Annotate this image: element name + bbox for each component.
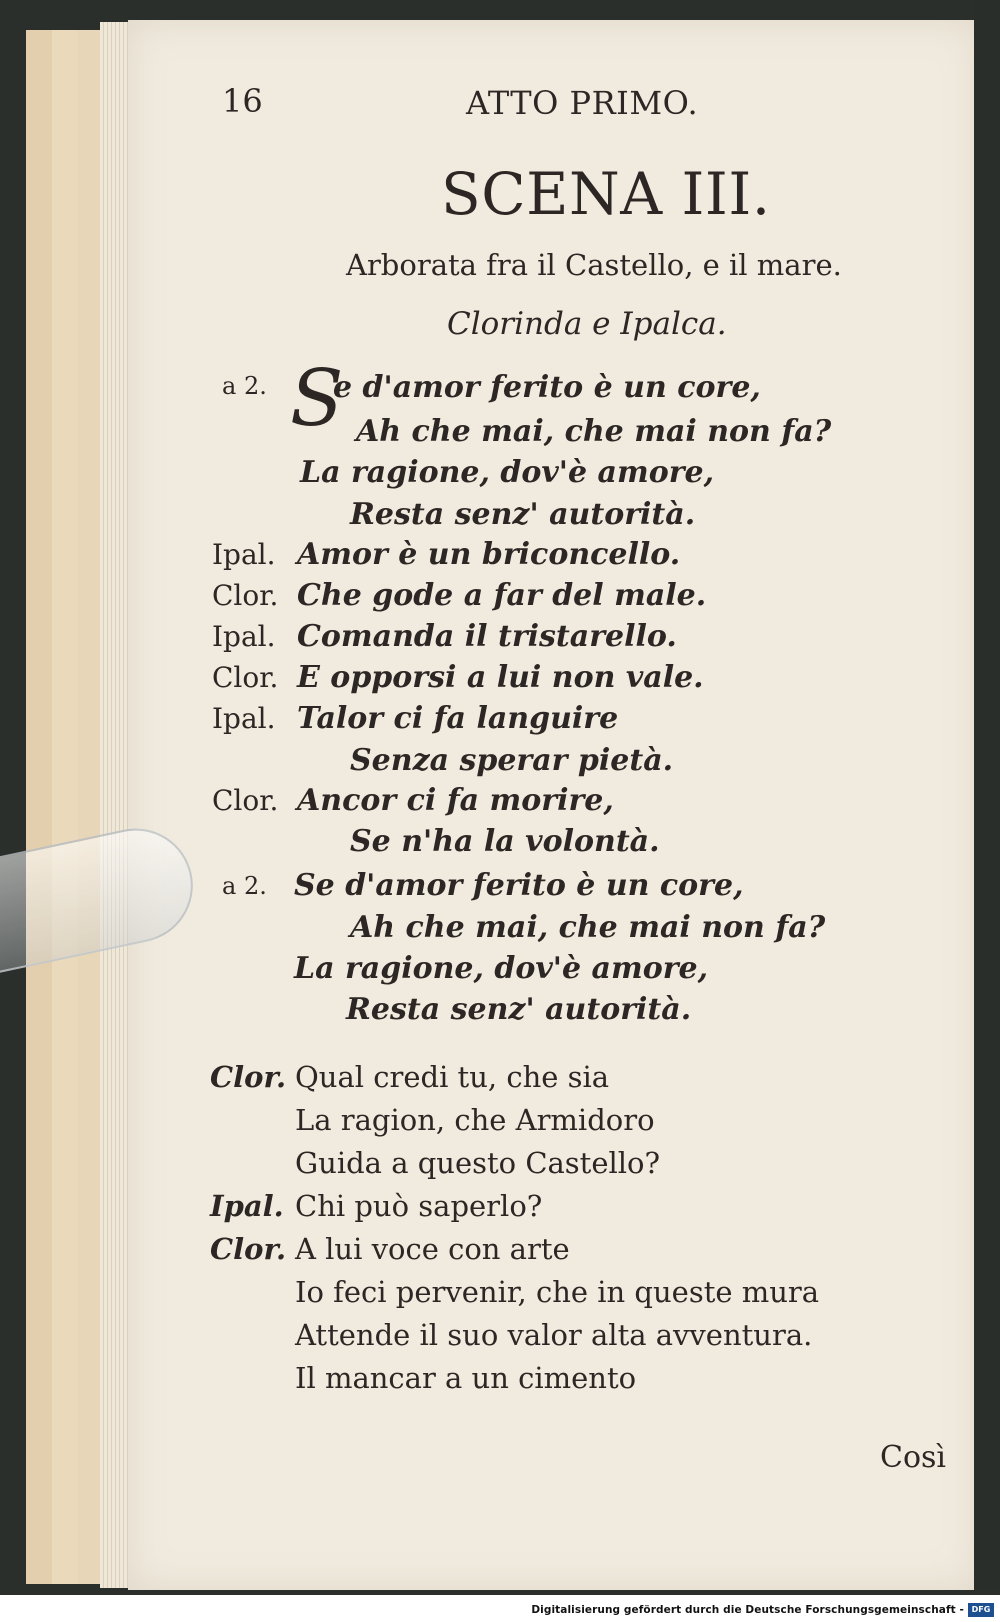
verse-line: Ah che mai, che mai non fa? <box>356 414 832 449</box>
recitative-line: Il mancar a un cimento <box>295 1361 637 1395</box>
scene-setting: Arborata fra il Castello, e il mare. <box>346 248 842 282</box>
dfg-logo: DFG <box>968 1603 994 1617</box>
speaker-label: Clor. <box>212 784 279 817</box>
verse-line: Senza sperar pietà. <box>350 743 674 778</box>
running-title: ATTO PRIMO. <box>466 84 699 122</box>
speaker-label: a 2. <box>222 372 267 400</box>
speaker-label: Clor. <box>210 1232 287 1266</box>
verse-line: Ancor ci fa morire, <box>297 783 614 818</box>
footer-credit: Digitalisierung gefördert durch die Deutsche Forschungsgemeinschaft - <box>531 1604 964 1616</box>
catchword: Così <box>880 1440 947 1475</box>
verse-line: Talor ci fa languire <box>297 701 619 736</box>
verse-line: E opporsi a lui non vale. <box>297 660 704 695</box>
speaker-label: Ipal. <box>212 702 276 735</box>
verse-line: Ah che mai, che mai non fa? <box>350 910 826 945</box>
verse-line: Che gode a far del male. <box>297 578 707 613</box>
speaker-label: Ipal. <box>210 1189 284 1223</box>
scene-characters: Clorinda e Ipalca. <box>447 306 727 342</box>
verse-line: Se n'ha la volontà. <box>350 824 660 859</box>
recitative-line: Guida a questo Castello? <box>295 1146 661 1180</box>
page-number: 16 <box>222 82 263 120</box>
recitative-line: Io feci pervenir, che in queste mura <box>295 1275 820 1309</box>
drop-cap: S <box>290 354 344 444</box>
recitative-line: A lui voce con arte <box>295 1232 570 1266</box>
recitative-line: La ragion, che Armidoro <box>295 1103 655 1137</box>
scene-title: SCENA III. <box>441 160 771 228</box>
speaker-label: Clor. <box>212 579 279 612</box>
footer-strip <box>0 1595 1000 1622</box>
verse-line: Resta senz' autorità. <box>350 497 696 532</box>
verse-line: e d'amor ferito è un core, <box>333 370 761 405</box>
recitative-line: Chi può saperlo? <box>295 1189 543 1223</box>
verse-line: Comanda il tristarello. <box>297 619 677 654</box>
speaker-label: Ipal. <box>212 538 276 571</box>
speaker-label: Clor. <box>210 1060 287 1094</box>
verse-line: Se d'amor ferito è un core, <box>294 868 744 903</box>
verse-line: Resta senz' autorità. <box>346 992 692 1027</box>
speaker-label: Clor. <box>212 661 279 694</box>
verse-line: Amor è un briconcello. <box>297 537 681 572</box>
speaker-label: Ipal. <box>212 620 276 653</box>
verse-line: La ragione, dov'è amore, <box>300 455 715 490</box>
verse-line: La ragione, dov'è amore, <box>294 951 709 986</box>
recitative-line: Attende il suo valor alta avventura. <box>295 1318 813 1352</box>
recitative-line: Qual credi tu, che sia <box>295 1060 610 1094</box>
right-background <box>974 0 1000 1590</box>
speaker-label: a 2. <box>222 872 267 900</box>
